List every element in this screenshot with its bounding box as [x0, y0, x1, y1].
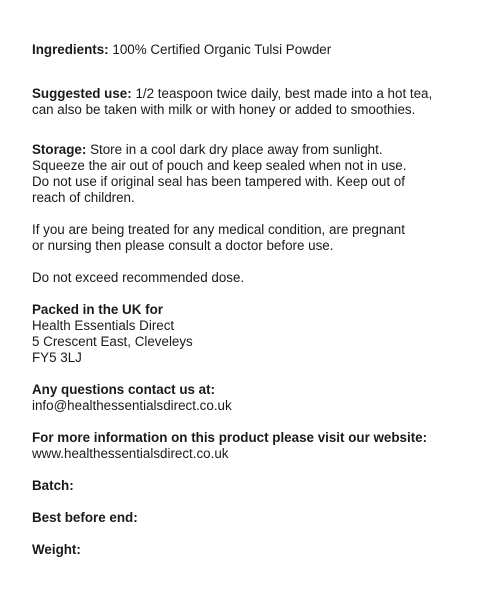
more-info-section [32, 430, 470, 462]
storage-heading: Storage: [32, 142, 87, 157]
storage-line-4: reach of children. [32, 190, 135, 205]
weight-label: Weight: [32, 542, 81, 557]
best-before-section [32, 510, 470, 526]
batch-label: Batch: [32, 478, 74, 493]
more-info-heading: For more information on this product please visit our website: [32, 430, 428, 445]
dose-warning: Do not exceed recommended dose. [32, 270, 245, 285]
packed-section [32, 302, 470, 366]
storage-line-2: Squeeze the air out of pouch and keep sealed when not in use. [32, 158, 407, 173]
storage-line-3: Do not use if original seal has been tampered with. Keep out of [32, 174, 405, 189]
suggested-use-heading: Suggested use: [32, 86, 132, 101]
medical-line-1: If you are being treated for any medical condition, are pregnant [32, 222, 405, 237]
ingredients-text: 100% Certified Organic Tulsi Powder [112, 42, 332, 57]
packed-street: 5 Crescent East, Cleveleys [32, 334, 193, 349]
ingredients-heading: Ingredients: [32, 42, 109, 57]
storage-line-1: Store in a cool dark dry place away from sunlight. [90, 142, 383, 157]
packed-postcode: FY5 3LJ [32, 350, 82, 365]
suggested-use-line-1: 1/2 teaspoon twice daily, best made into a hot tea, [135, 86, 433, 101]
contact-email: info@healthessentialsdirect.co.uk [32, 398, 232, 413]
questions-heading: Any questions contact us at: [32, 382, 216, 397]
weight-section [32, 542, 470, 558]
storage-section [32, 142, 470, 206]
packed-company: Health Essentials Direct [32, 318, 175, 333]
website-url: www.healthessentialsdirect.co.uk [32, 446, 229, 461]
dose-section [32, 270, 470, 286]
ingredients-section [32, 42, 470, 58]
questions-section [32, 382, 470, 414]
batch-section [32, 478, 470, 494]
suggested-use-section [32, 86, 470, 118]
packed-heading: Packed in the UK for [32, 302, 163, 317]
suggested-use-line-2: can also be taken with milk or with honey or added to smoothies. [32, 102, 416, 117]
medical-line-2: or nursing then please consult a doctor before use. [32, 238, 334, 253]
medical-section [32, 222, 470, 254]
best-before-label: Best before end: [32, 510, 138, 525]
